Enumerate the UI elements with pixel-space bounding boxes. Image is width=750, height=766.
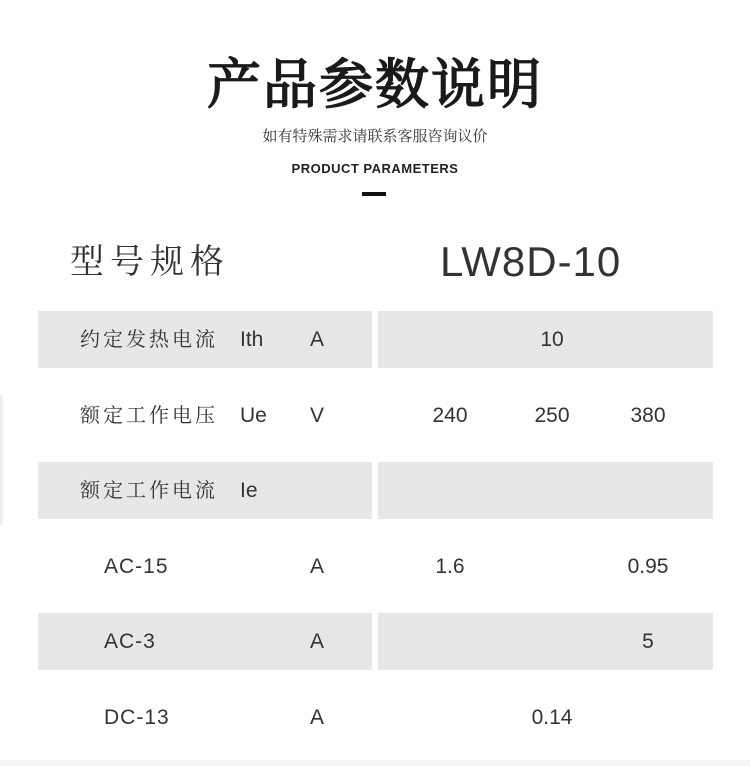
spec-name: 额定工作电压 bbox=[80, 403, 218, 427]
model-value: LW8D-10 bbox=[440, 238, 622, 285]
page-title: 产品参数说明 bbox=[207, 53, 543, 116]
spec-unit: A bbox=[310, 706, 325, 729]
model-label: 型号规格 bbox=[70, 242, 230, 282]
spec-value: 1.6 bbox=[435, 555, 465, 578]
spec-unit: A bbox=[310, 555, 325, 578]
title-divider bbox=[362, 192, 386, 196]
spec-name: AC-3 bbox=[104, 630, 156, 653]
spec-row-ac15 bbox=[0, 538, 750, 595]
spec-value: 250 bbox=[534, 404, 570, 427]
spec-value: 0.14 bbox=[531, 706, 573, 729]
spec-row-dc13 bbox=[0, 689, 750, 746]
spec-unit: V bbox=[310, 404, 325, 427]
spec-unit: A bbox=[310, 328, 325, 351]
edge-shadow bbox=[0, 395, 3, 525]
page-subtitle: 如有特殊需求请联系客服咨询议价 bbox=[262, 127, 488, 145]
spec-symbol: Ue bbox=[240, 404, 267, 427]
bottom-divider bbox=[0, 760, 750, 766]
spec-value: 380 bbox=[630, 404, 666, 427]
spec-value: 240 bbox=[432, 404, 468, 427]
spec-name: DC-13 bbox=[104, 706, 170, 729]
spec-value: 10 bbox=[540, 328, 564, 351]
spec-name: 额定工作电流 bbox=[80, 478, 218, 502]
spec-row-rated-thermal-current bbox=[0, 311, 750, 368]
spec-name: AC-15 bbox=[104, 555, 169, 578]
spec-unit: A bbox=[310, 630, 325, 653]
spec-row-rated-voltage bbox=[0, 387, 750, 444]
spec-row-rated-current bbox=[0, 462, 750, 519]
spec-symbol: Ie bbox=[240, 479, 258, 502]
spec-value: 0.95 bbox=[627, 555, 669, 578]
spec-symbol: Ith bbox=[240, 328, 264, 351]
spec-value: 5 bbox=[642, 630, 654, 653]
english-title: PRODUCT PARAMETERS bbox=[291, 161, 459, 176]
row-shade-right bbox=[378, 462, 713, 519]
spec-name: 约定发热电流 bbox=[80, 327, 218, 351]
spec-row-ac3 bbox=[0, 613, 750, 670]
